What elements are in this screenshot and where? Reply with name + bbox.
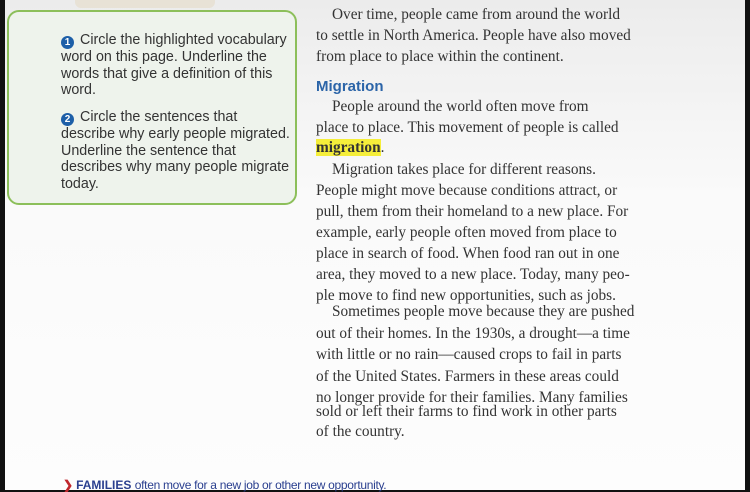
textbook-page — [5, 0, 745, 490]
task-1-text: Circle the highlighted vocabulary word on this page. Underline the words that give a definition of this word. — [61, 32, 287, 98]
caption-lead: FAMILIES — [76, 478, 132, 492]
text-line: out of their homes. In the 1930s, a drought—a time — [316, 325, 630, 342]
text-line: place to place. This movement of people is called — [316, 119, 619, 136]
text-line: from place to place within the continent. — [316, 48, 564, 65]
text-line: sold or left their farms to find work in other parts — [316, 403, 617, 420]
text-line: area, they moved to a new place. Today, many peo- — [316, 266, 630, 283]
caption-text: often move for a new job or other new opportunity. — [134, 478, 387, 492]
section-heading: Migration — [316, 78, 384, 95]
text-line: pull, them from their homeland to a new place. For — [316, 203, 629, 220]
text-line: of the country. — [316, 423, 405, 440]
caption-arrow-icon: ❯ — [63, 478, 74, 492]
task-2 — [61, 109, 291, 192]
text-line: with little or no rain—caused crops to fail in parts — [316, 346, 622, 363]
number-2-icon: 2 — [61, 113, 74, 126]
text-line — [316, 138, 384, 158]
text-line: ple move to find new opportunities, such as jobs. — [316, 287, 616, 304]
text-line: of the United States. Farmers in these areas could — [316, 368, 619, 385]
text-line: no longer provide for their families. Many families — [316, 389, 628, 406]
text-line: to settle in North America. People have also moved — [316, 27, 631, 44]
instruction-box — [7, 10, 297, 205]
text-line: People might move because conditions attract, or — [316, 182, 618, 199]
text-line: Over time, people came from around the world — [332, 6, 620, 23]
text-line: example, early people often moved from place to — [316, 224, 617, 241]
text-line: People around the world often move from — [332, 98, 589, 115]
text-line: Sometimes people move because they are pushed — [332, 303, 635, 320]
task-1 — [61, 32, 291, 99]
text-line: place in search of food. When food ran out in one — [316, 245, 620, 262]
decorative-image — [75, 0, 215, 8]
number-1-icon: 1 — [61, 36, 74, 49]
period: . — [380, 139, 385, 156]
vocabulary-term: migration — [316, 139, 381, 156]
task-2-text: Circle the sentences that describe why early people migrated. Underline the sentence that describes why many people migrate today. — [61, 109, 290, 192]
text-line: Migration takes place for different reasons. — [332, 161, 596, 178]
